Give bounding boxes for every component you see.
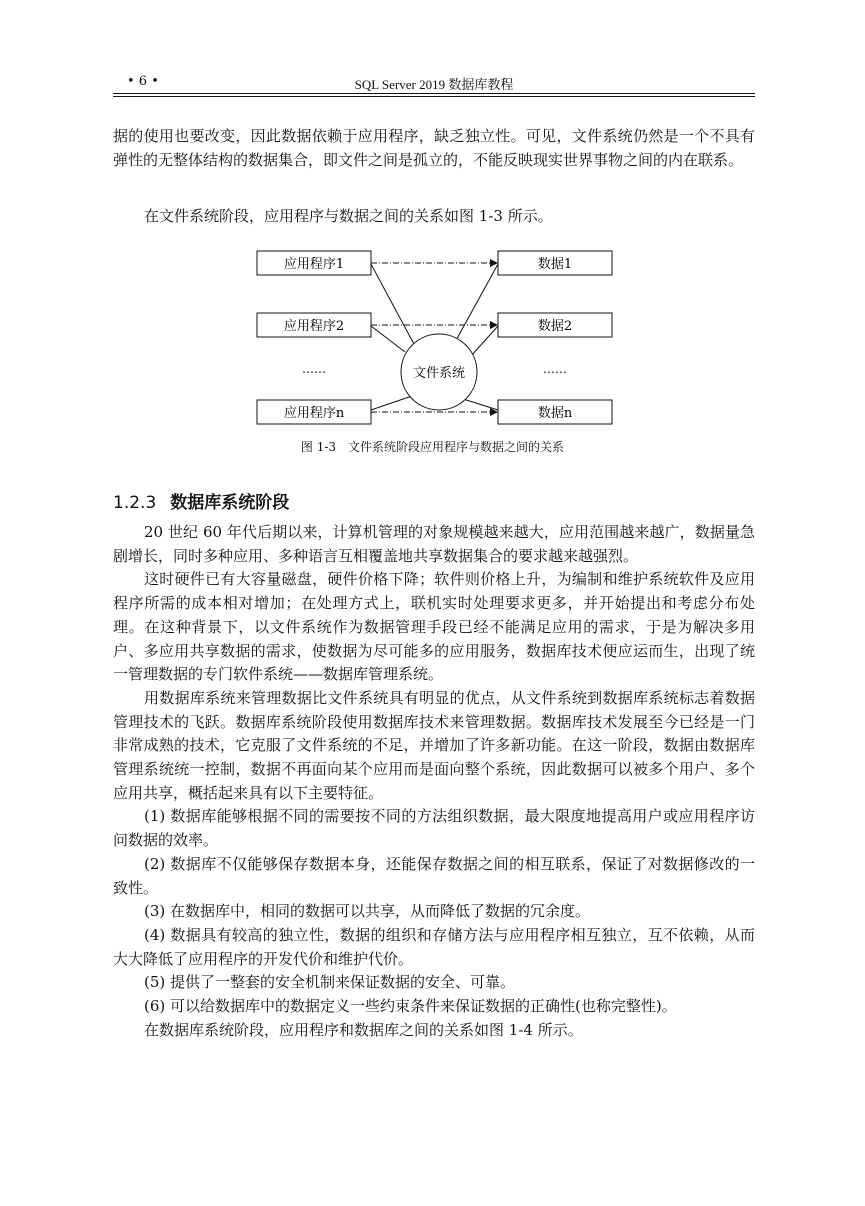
edge-fs-datan <box>460 398 498 410</box>
edge-appn-fs <box>371 396 412 410</box>
data-ellipsis: …… <box>543 362 567 376</box>
data-label-1: 数据1 <box>537 257 573 272</box>
edge-fs-data2 <box>471 326 498 356</box>
file-system-diagram <box>0 0 865 440</box>
feature-item-5: (5) 提供了一整套的安全机制来保证数据的安全、可靠。 <box>144 973 516 992</box>
file-system-label: 文件系统 <box>412 366 466 381</box>
edge-app1-fs <box>371 264 415 346</box>
section-number: 1.2.3 <box>113 493 157 513</box>
section-body <box>113 521 755 1042</box>
body-paragraph-3: 用数据库系统来管理数据比文件系统具有明显的优点，从文件系统到数据库系统标志着数据管理技术的飞跃。数据库系统阶段使用数据库技术来管理数据。数据库技术发展至今已经是一门非常成熟的技术，它克服了文件系统的不足，并增加了许多新功能。在这一阶段，数据由数据库管理系统统一控制，数据不再面向某个应用而是面向整个系统，因此数据可以被多个用户、多个应用共享，概括起来具有以下主要特征。 <box>113 688 755 802</box>
data-label-2: 数据2 <box>537 319 573 334</box>
figure-caption: 图 1-3 文件系统阶段应用程序与数据之间的关系 <box>300 440 565 454</box>
feature-item-6: (6) 可以给数据库中的数据定义一些约束条件来保证数据的正确性(也称完整性)。 <box>144 997 677 1016</box>
page-number: • 6 • <box>127 74 159 89</box>
app-label-2: 应用程序2 <box>283 319 345 334</box>
section-heading <box>113 488 289 513</box>
feature-item-1: (1) 数据库能够根据不同的需要按不同的方法组织数据，最大限度地提高用户或应用程序访问数据的效率。 <box>113 807 755 850</box>
closing-paragraph: 在数据库系统阶段，应用程序和数据库之间的关系如图 1-4 所示。 <box>144 1020 583 1039</box>
body-paragraph-1: 20 世纪 60 年代后期以来，计算机管理的对象规模越来越大，应用范围越来越广，数据量急剧增长，同时多种应用、多种语言互相覆盖地共享数据集合的要求越来越强烈。 <box>113 523 755 565</box>
edge-fs-data1 <box>454 264 498 344</box>
body-paragraph-2: 这时硬件已有大容量磁盘，硬件价格下降；软件则价格上升，为编制和维护系统软件及应用程序所需的成本相对增加；在处理方式上，联机实时处理要求更多，并开始提出和考虑分布处理。在这种背景下，以文件系统作为数据管理手段已经不能满足应用的需求，于是为解决多用户、多应用共享数据的需求，使数据为尽可能多的应用服务，数据库技术便应运而生，出现了统一管理数据的专门软件系统——数据库管理系统。 <box>113 570 755 684</box>
feature-item-2: (2) 数据库不仅能够保存数据本身，还能保存数据之间的相互联系，保证了对数据修改的一致性。 <box>113 854 755 897</box>
figure-reference: 在文件系统阶段，应用程序与数据之间的关系如图 1-3 所示。 <box>144 207 553 225</box>
app-ellipsis: …… <box>302 362 326 376</box>
intro-paragraph: 据的使用也要改变，因此数据依赖于应用程序，缺乏独立性。可见，文件系统仍然是一个不具有弹性的无整体结构的数据集合，即文件之间是孤立的，不能反映现实世界事物之间的内在联系。 <box>113 127 755 169</box>
app-label-n: 应用程序n <box>283 406 345 421</box>
feature-item-4: (4) 数据具有较高的独立性，数据的组织和存储方法与应用程序相互独立，互不依赖，从而大大降低了应用程序的开发代价和维护代价。 <box>113 925 755 968</box>
data-label-n: 数据n <box>537 406 573 421</box>
feature-item-3: (3) 在数据库中，相同的数据可以共享，从而降低了数据的冗余度。 <box>144 902 591 921</box>
edge-app2-fs <box>371 326 405 352</box>
section-title: 数据库系统阶段 <box>170 493 290 513</box>
running-title: SQL Server 2019 数据库教程 <box>354 77 514 92</box>
app-label-1: 应用程序1 <box>283 257 345 272</box>
